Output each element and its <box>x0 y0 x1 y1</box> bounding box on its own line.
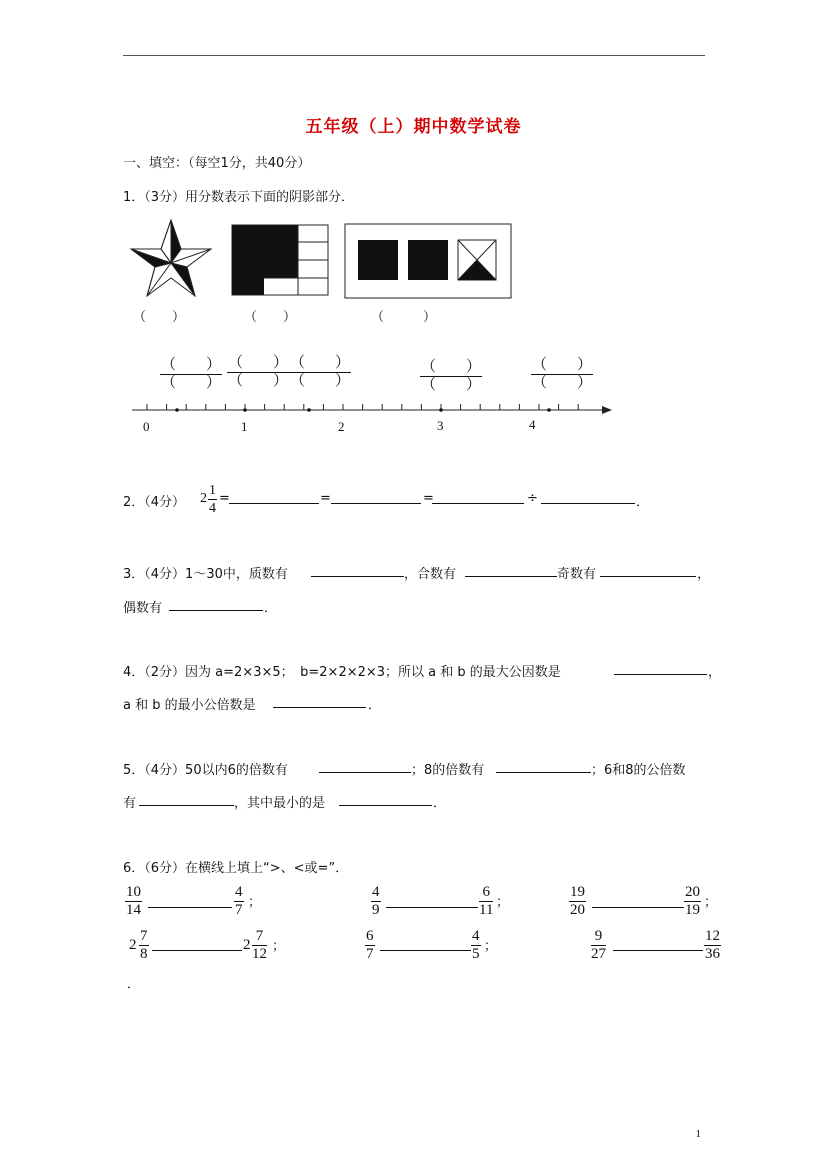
axis-label-2: 2 <box>338 419 345 434</box>
answer-paren-1: （ ） <box>133 310 186 325</box>
q6-frac-1a: $\frac{10}{14}$ <box>126 884 141 918</box>
q5-blank-multiples-8[interactable] <box>496 772 591 773</box>
axis-label-0: 0 <box>143 419 150 434</box>
q4-lcm-label: a 和 b 的最小公倍数是 <box>123 698 256 713</box>
question-5-text: 5．（4分）50以内6的倍数有 <box>123 763 288 778</box>
q4-end: ． <box>368 698 382 713</box>
q2-div: ÷ <box>527 491 538 506</box>
q6-blank-3[interactable] <box>592 907 684 908</box>
q6-frac-4a: $\frac{7}{8}$ <box>140 928 148 962</box>
q6-frac-6b: $\frac{12}{36}$ <box>705 928 720 962</box>
q2-blank-2[interactable] <box>331 503 421 504</box>
q3-blank-composites[interactable] <box>465 576 557 577</box>
q3-blank-primes[interactable] <box>311 576 404 577</box>
page-number: 1 <box>695 1128 701 1140</box>
q3-end: ． <box>264 601 278 616</box>
q2-blank-4[interactable] <box>541 503 635 504</box>
q3-blank-odds[interactable] <box>600 576 696 577</box>
q2-blank-3[interactable] <box>432 503 524 504</box>
q6-blank-4[interactable] <box>152 950 242 951</box>
q2-eq-1: = <box>219 491 230 506</box>
q6-frac-1b: $\frac{4}{7}$ <box>235 884 243 918</box>
q4-blank-gcd[interactable] <box>614 674 707 675</box>
q5-common-label: ；6和8的公倍数 <box>591 763 686 778</box>
star-figure <box>125 216 217 300</box>
q5-blank-common[interactable] <box>139 805 234 806</box>
question-6-text: 6．（6分）在横线上填上“>、<或=”． <box>123 861 349 876</box>
answer-paren-3: （ ） <box>371 310 437 325</box>
grid-rectangle-figure <box>231 224 329 296</box>
q6-frac-3b: $\frac{20}{19}$ <box>685 884 700 918</box>
q2-eq-3: = <box>423 491 434 506</box>
q3-composite-label: ，合数有 <box>404 567 457 582</box>
q6-whole-4a: 2 <box>129 937 137 953</box>
q3-even-label: 偶数有 <box>123 601 163 616</box>
q5-smallest-label: ，其中最小的是 <box>234 796 326 811</box>
axis-label-4: 4 <box>529 417 536 432</box>
axis-label-3: 3 <box>437 418 444 433</box>
q6-blank-5[interactable] <box>380 950 471 951</box>
q2-eq-2: = <box>320 491 331 506</box>
section-heading: 一、填空：（每空1分，共40分） <box>123 156 311 171</box>
q2-end: ． <box>636 495 650 510</box>
q5-multiples-8-label: ；8的倍数有 <box>411 763 485 778</box>
question-2-prefix: 2．（4分） <box>123 495 186 510</box>
numberline-fraction-5: （ ） （ ） <box>532 357 593 391</box>
q6-whole-4b: 2 <box>243 937 251 953</box>
numberline-fraction-2: （ ） （ ） <box>228 355 289 389</box>
q4-comma: ， <box>708 665 722 680</box>
axis-label-1: 1 <box>241 419 248 434</box>
q6-frac-2a: $\frac{4}{9}$ <box>372 884 380 918</box>
numberline-fraction-1: （ ） （ ） <box>161 357 222 391</box>
q3-odd-label: 奇数有 <box>557 567 597 582</box>
squares-figure <box>344 223 512 299</box>
q3-blank-evens[interactable] <box>169 610 263 611</box>
q6-semicolon-2: ； <box>496 895 510 910</box>
q6-blank-2[interactable] <box>386 907 478 908</box>
header-rule <box>123 55 705 56</box>
q5-blank-multiples-6[interactable] <box>319 772 411 773</box>
q6-frac-2b: $\frac{6}{11}$ <box>479 884 494 918</box>
q6-frac-4b: $\frac{7}{12}$ <box>252 928 267 962</box>
q5-blank-smallest[interactable] <box>339 805 432 806</box>
q6-blank-1[interactable] <box>148 907 232 908</box>
number-line <box>128 396 614 416</box>
numberline-fraction-3: （ ） （ ） <box>290 355 351 389</box>
q6-end: ． <box>127 977 141 992</box>
question-1-text: 1．（3分）用分数表示下面的阴影部分． <box>123 190 355 205</box>
q6-frac-3a: $\frac{19}{20}$ <box>570 884 585 918</box>
question-3-text: 3．（4分）1～30中，质数有 <box>123 567 288 582</box>
q6-blank-6[interactable] <box>613 950 703 951</box>
q2-whole: 2 <box>200 491 207 506</box>
q6-semicolon-3: ； <box>704 895 718 910</box>
q6-semicolon-5: ； <box>484 939 498 954</box>
q6-semicolon-4: ； <box>272 939 286 954</box>
q3-comma: ， <box>697 567 711 582</box>
q2-blank-1[interactable] <box>229 503 319 504</box>
page-title: 五年级（上）期中数学试卷 <box>305 117 522 137</box>
q5-you: 有 <box>123 796 137 811</box>
q6-frac-5b: $\frac{4}{5}$ <box>472 928 480 962</box>
q6-frac-6a: $\frac{9}{27}$ <box>591 928 606 962</box>
q5-end: ． <box>433 796 447 811</box>
question-4-text: 4．（2分）因为 a=2×3×5； b=2×2×2×3；所以 a 和 b 的最大公因数是 <box>123 665 561 680</box>
answer-paren-2: （ ） <box>244 310 297 325</box>
q6-frac-5a: $\frac{6}{7}$ <box>366 928 374 962</box>
q4-blank-lcm[interactable] <box>273 707 366 708</box>
q6-semicolon-1: ； <box>248 895 262 910</box>
numberline-fraction-4: （ ） （ ） <box>421 359 482 393</box>
q2-fraction: $\frac{1}{4}$ <box>209 483 216 516</box>
